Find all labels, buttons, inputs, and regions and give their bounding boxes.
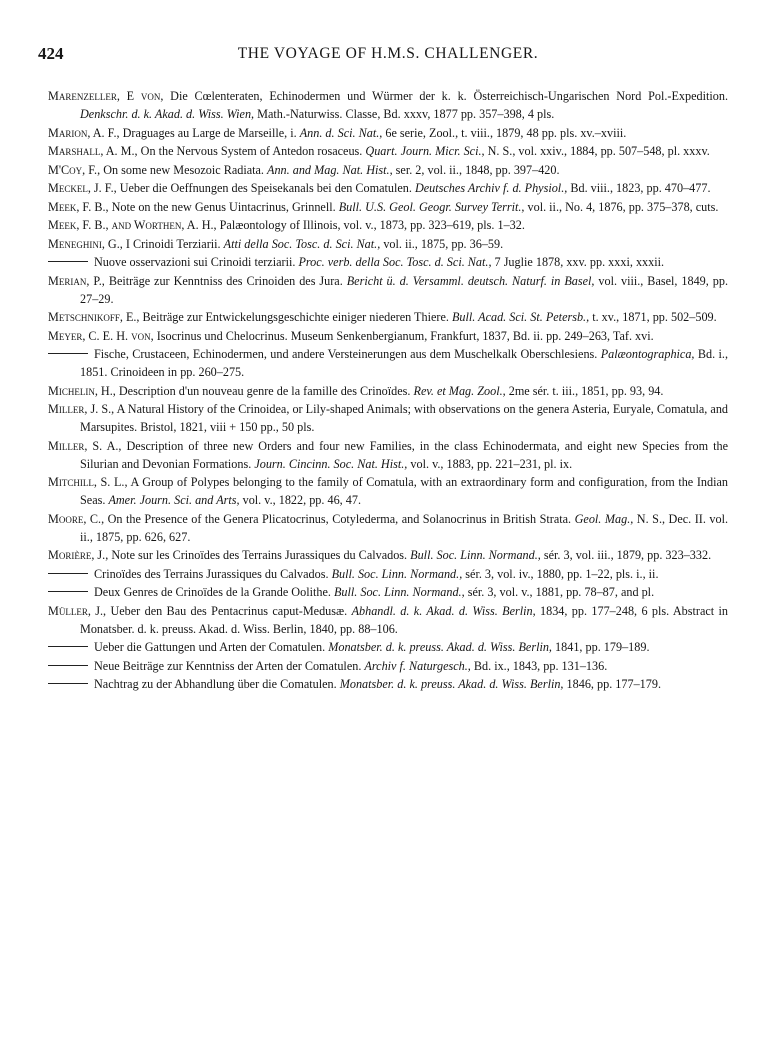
reference-journal: Atti della Soc. Tosc. d. Sci. Nat., xyxy=(223,236,381,251)
reference-title: Note sur les Crinoïdes des Terrains Jurassiques du Calvados. xyxy=(108,548,411,562)
reference-journal: Amer. Journ. Sci. and Arts, xyxy=(108,493,240,507)
reference-author: Michelin, H., xyxy=(48,383,116,398)
reference-author: Müller, J., xyxy=(48,603,107,618)
reference-journal: Bericht ü. d. Versamml. deutsch. Naturf. in Basel, xyxy=(346,273,595,288)
reference-entry xyxy=(48,400,728,436)
reference-entry xyxy=(48,657,728,675)
reference-entry xyxy=(48,546,728,564)
reference-author: Meckel, J. F., xyxy=(48,181,117,195)
reference-details: N. S., Dec. II. vol. ii., 1875, pp. 626, 627. xyxy=(80,511,729,544)
reference-details: sér. 3, vol. v., 1881, pp. 78–87, and pl. xyxy=(464,585,655,599)
reference-journal: Ann. and Mag. Nat. Hist., xyxy=(267,162,393,177)
reference-title: On the Nervous System of Antedon rosaceus. xyxy=(137,144,366,158)
reference-entry xyxy=(48,142,728,160)
reference-title: Isocrinus und Chelocrinus. Museum Senkenbergianum, Frankfurt, 1837, Bd. ii. pp. 249–263, Taf. xvi. xyxy=(153,328,654,343)
reference-entry xyxy=(48,124,728,142)
reference-details: vol. viii., Basel, 1849, pp. 27–29. xyxy=(80,273,729,306)
reference-title: A Group of Polypes belonging to the family of Comatula, with an extraordinary form and configuration, from the Indian Seas. xyxy=(80,475,728,507)
reference-journal: Bull. U.S. Geol. Geogr. Survey Territ., xyxy=(338,199,525,214)
reference-title: Neue Beiträge zur Kenntniss der Arten der Comatulen. xyxy=(94,658,365,673)
reference-entry xyxy=(48,272,728,308)
reference-journal: Ann. d. Sci. Nat., xyxy=(299,125,383,140)
reference-details: 1846, pp. 177–179. xyxy=(563,677,661,691)
reference-author: Meneghini, G., xyxy=(48,236,123,251)
reference-details: 2me sér. t. iii., 1851, pp. 93, 94. xyxy=(505,383,664,398)
running-title: THE VOYAGE OF H.M.S. CHALLENGER. xyxy=(237,45,539,62)
reference-journal: Proc. verb. della Soc. Tosc. d. Sci. Nat., xyxy=(298,255,492,269)
reference-entry xyxy=(48,382,728,400)
ditto-dash xyxy=(48,573,88,574)
reference-title: Description of three new Orders and four new Families, in the class Echinodermata, and eight new Species from the Silurian and Devonian Formations. xyxy=(80,438,728,471)
reference-details: Bd. ix., 1843, pp. 131–136. xyxy=(470,658,608,673)
reference-title: Palæontology of Illinois, vol. v., 1873, pp. 323–619, pls. 1–32. xyxy=(216,218,525,232)
reference-journal: Archiv f. Naturgesch., xyxy=(364,658,471,673)
reference-title: Beiträge zur Entwickelungsgeschichte einiger niederen Thiere. xyxy=(139,310,452,324)
reference-entry xyxy=(48,437,728,473)
reference-journal: Bull. Acad. Sci. St. Petersb., xyxy=(451,310,590,324)
reference-journal: Bull. Soc. Linn. Normand., xyxy=(333,585,465,599)
reference-author: Mitchill, S. L., xyxy=(48,475,128,489)
reference-entry xyxy=(48,179,728,197)
reference-entry xyxy=(48,308,728,326)
reference-details: N. S., vol. xxiv., 1884, pp. 507–548, pl. xxxv. xyxy=(484,144,710,158)
reference-author: Meek, F. B., xyxy=(48,199,109,214)
reference-title: Crinoïdes des Terrains Jurassiques du Calvados. xyxy=(94,566,332,581)
reference-title: On the Presence of the Genera Plicatocrinus, Cotylederma, and Solanocrinus in British Strata. xyxy=(104,511,575,526)
reference-title: On some new Mesozoic Radiata. xyxy=(100,162,268,177)
reference-details: ser. 2, vol. ii., 1848, pp. 397–420. xyxy=(392,162,560,177)
reference-entry xyxy=(48,675,728,693)
reference-title: A Natural History of the Crinoidea, or Lily-shaped Animals; with observations on the genera Asteria, Euryale, Comatula, and Marsupites. Bristol, 1821, viii + 150 pp., 50 pls. xyxy=(80,402,729,434)
reference-author: Moore, C., xyxy=(48,511,105,526)
reference-journal: Bull. Soc. Linn. Normand., xyxy=(410,548,541,562)
reference-author: Metschnikoff, E., xyxy=(48,310,140,324)
reference-entry xyxy=(48,345,728,381)
reference-journal: Monatsber. d. k. preuss. Akad. d. Wiss. Berlin, xyxy=(328,640,552,654)
reference-entry xyxy=(48,87,728,123)
reference-entry xyxy=(48,198,728,216)
reference-author: M'Coy, F., xyxy=(48,162,101,177)
reference-details: sér. 3, vol. iii., 1879, pp. 323–332. xyxy=(540,548,712,562)
reference-author: Miller, J. S., xyxy=(48,402,115,416)
reference-title: Nachtrag zu der Abhandlung über die Comatulen. xyxy=(94,677,340,691)
reference-details: Bd. viii., 1823, pp. 470–477. xyxy=(567,181,711,195)
page-header xyxy=(38,44,738,66)
ditto-dash xyxy=(48,665,88,666)
reference-details: 1834, pp. 177–248, 6 pls. Abstract in Monatsber. d. k. preuss. Akad. d. Wiss. Berlin, 1840, pp. 88–106. xyxy=(80,603,729,636)
reference-details: vol. ii., 1875, pp. 36–59. xyxy=(380,236,504,251)
reference-entry xyxy=(48,161,728,179)
reference-author: Morière, J., xyxy=(48,548,109,562)
reference-title: Deux Genres de Crinoïdes de la Grande Oolithe. xyxy=(94,585,334,599)
reference-title: Fische, Crustaceen, Echinodermen, und andere Versteinerungen aus dem Muschelkalk Oberschlesiens. xyxy=(94,347,601,361)
reference-details: vol. ii., No. 4, 1876, pp. 375–378, cuts. xyxy=(524,199,719,214)
reference-journal: Journ. Cincinn. Soc. Nat. Hist., xyxy=(254,456,408,471)
reference-entry xyxy=(48,473,728,509)
reference-author: Meyer, C. E. H. von, xyxy=(48,328,154,343)
reference-title: Ueber den Bau des Pentacrinus caput-Medusæ. xyxy=(106,603,352,618)
reference-entry xyxy=(48,327,728,345)
reference-entry xyxy=(48,253,728,271)
reference-entry xyxy=(48,602,728,638)
reference-title: I Crinoidi Terziarii. xyxy=(122,236,224,251)
reference-entry xyxy=(48,565,728,583)
reference-details: sér. 3, vol. iv., 1880, pp. 1–22, pls. i., ii. xyxy=(462,566,659,581)
ditto-dash xyxy=(48,646,88,647)
reference-title: Ueber die Gattungen und Arten der Comatulen. xyxy=(94,640,329,654)
reference-author: Marion, A. F., xyxy=(48,125,120,140)
reference-title: Ueber die Oeffnungen des Speisekanals bei den Comatulen. xyxy=(116,181,415,195)
reference-title: Description d'un nouveau genre de la famille des Crinoïdes. xyxy=(115,383,414,398)
reference-entry xyxy=(48,510,728,546)
ditto-dash xyxy=(48,591,88,592)
reference-details: Math.-Naturwiss. Classe, Bd. xxxv, 1877 pp. 357–398, 4 pls. xyxy=(254,107,555,121)
reference-entry xyxy=(48,216,728,234)
reference-details: 7 Juglie 1878, xxv. pp. xxxi, xxxii. xyxy=(491,255,665,269)
reference-author: Marenzeller, E von, xyxy=(48,89,164,103)
reference-journal: Palæontographica, xyxy=(600,347,695,361)
reference-journal: Quart. Journ. Micr. Sci., xyxy=(365,144,485,158)
reference-journal: Abhandl. d. k. Akad. d. Wiss. Berlin, xyxy=(351,603,536,618)
reference-entry xyxy=(48,638,728,656)
ditto-dash xyxy=(48,683,88,684)
reference-details: t. xv., 1871, pp. 502–509. xyxy=(589,310,717,324)
reference-entry xyxy=(48,583,728,601)
reference-title: Draguages au Large de Marseille, i. xyxy=(119,125,300,140)
reference-details: Bd. i., 1851. Crinoideen in pp. 260–275. xyxy=(80,347,728,379)
reference-title: Note on the new Genus Uintacrinus, Grinnell. xyxy=(108,199,339,214)
reference-title: Nuove osservazioni sui Crinoidi terziarii. xyxy=(94,255,299,269)
reference-title: Beiträge zur Kenntniss des Crinoiden des Jura. xyxy=(104,273,347,288)
reference-journal: Deutsches Archiv f. d. Physiol., xyxy=(414,181,568,195)
reference-journal: Denkschr. d. k. Akad. d. Wiss. Wien, xyxy=(80,107,255,121)
reference-author: Merian, P., xyxy=(48,273,105,288)
reference-details: 6e serie, Zool., t. viii., 1879, 48 pp. pls. xv.–xviii. xyxy=(382,125,627,140)
ditto-dash xyxy=(48,261,88,262)
reference-journal: Monatsber. d. k. preuss. Akad. d. Wiss. Berlin, xyxy=(339,677,564,691)
reference-author: Marshall, A. M., xyxy=(48,144,138,158)
reference-journal: Rev. et Mag. Zool., xyxy=(413,383,506,398)
reference-details: vol. v., 1822, pp. 46, 47. xyxy=(239,493,361,507)
reference-author: Meek, F. B., and Worthen, A. H., xyxy=(48,218,217,232)
reference-author: Miller, S. A., xyxy=(48,438,122,453)
reference-entry xyxy=(48,235,728,253)
reference-list xyxy=(48,87,728,694)
ditto-dash xyxy=(48,353,88,354)
reference-details: 1841, pp. 179–189. xyxy=(551,640,650,654)
reference-details: vol. v., 1883, pp. 221–231, pl. ix. xyxy=(407,456,573,471)
reference-journal: Bull. Soc. Linn. Normand., xyxy=(331,566,463,581)
page-number: 424 xyxy=(38,44,64,63)
reference-title: Die Cœlenteraten, Echinodermen und Würmer der k. k. Österreichisch-Ungarischen Nord Pol.-Expedition. xyxy=(163,89,728,103)
reference-journal: Geol. Mag., xyxy=(574,511,634,526)
